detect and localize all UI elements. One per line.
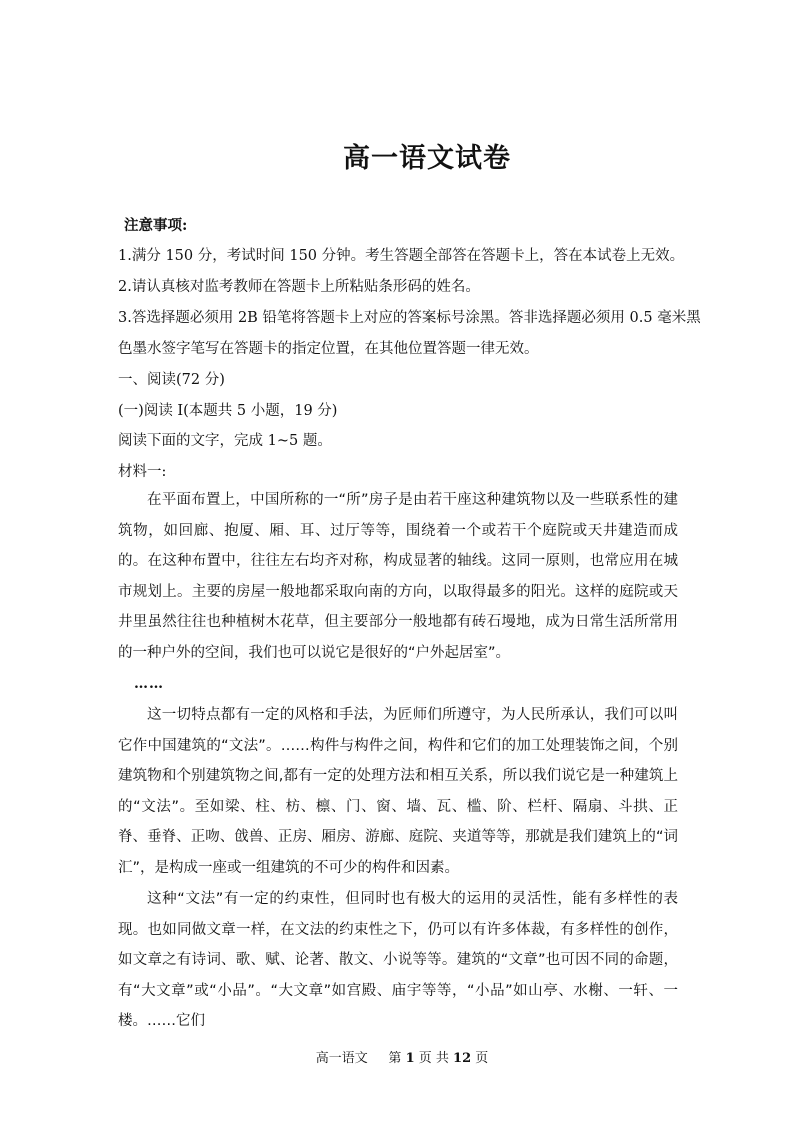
footer-page-prefix: 第 [388, 1051, 402, 1066]
footer-page-total: 12 [453, 1051, 472, 1066]
passage-paragraph-2-text: 这一切特点都有一定的风格和手法，为匠师们所遵守，为人民所承认，我们可以叫它作中国建筑的“文法”。……构件与构件之间，构件和它们的加工处理装饰之间，个别建筑物和个别建筑物之间,都有一定的处理方法和相互关系，所以我们说它是一种建筑上的“文法”。至如梁、柱、枋、檩、门、窗、墙、瓦、槛、阶、栏杆、隔扇、斗拱、正脊、垂脊、正吻、戗兽、正房、厢房、游廊、庭院、夹道等等，那就是我们建筑上的“词汇”，是构成一座或一组建筑的不可少的构件和因素。 [118, 707, 678, 876]
notice-item-2: 2.请认真核对监考教师在答题卡上所粘贴条形码的姓名。 [118, 279, 480, 295]
section-heading: 一、阅读(72 分) [118, 372, 225, 388]
footer-page-suffix: 页 [475, 1051, 489, 1066]
notice-item-1: 1.满分 150 分，考试时间 150 分钟。考生答题全部答在答题卡上，答在本试卷上无效。 [118, 248, 685, 264]
passage-paragraph-1-text: 在平面布置上，中国所称的一“所”房子是由若干座这种建筑物以及一些联系性的建筑物，如回廊、抱厦、厢、耳、过厅等等，围绕着一个或若干个庭院或天井建造而成的。在这种布置中，往往左右均齐对称，构成显著的轴线。这同一原则，也常应用在城市规划上。主要的房屋一般地都采取向南的方向，以取得最多的阳光。这样的庭院或天井里虽然往往也种植树木花草，但主要部分一般地都有砖石墁地，成为日常生活所常用的一种户外的空间，我们也可以说它是很好的“户外起居室”。 [118, 492, 678, 661]
passage-paragraph-3 [118, 884, 678, 1037]
instruction-text: 阅读下面的文字，完成 1~5 题。 [118, 433, 332, 449]
footer-page-number: 1 [405, 1051, 415, 1066]
passage-paragraph-3-text: 这种“文法”有一定的约束性，但同时也有极大的运用的灵活性，能有多样性的表现。也如同做文章一样，在文法的约束性之下，仍可以有许多体裁，有多样性的创作，如文章之有诗词、歌、赋、论著、散文、小说等等。建筑的“文章”也可因不同的命题，有“大文章”或“小品”。“大文章”如宫殿、庙宇等等，“小品”如山亭、水榭、一轩、一楼。……它们 [118, 891, 678, 1030]
passage-paragraph-1 [118, 485, 678, 669]
subsection-heading: (一)阅读 I(本题共 5 小题，19 分) [118, 403, 338, 419]
material-label: 材料一: [118, 464, 167, 480]
footer-page-mid: 页 共 [418, 1051, 449, 1066]
page-title: 高一语文试卷 [343, 143, 511, 174]
page-footer [0, 1047, 794, 1066]
passage-ellipsis: …… [134, 676, 164, 692]
notice-heading: 注意事项: [124, 217, 188, 234]
notice-item-3: 3.答选择题必须用 2B 铅笔将答题卡上对应的答案标号涂黑。答非选择题必须用 0.5 毫米黑 [118, 310, 701, 326]
notice-item-3-continued: 色墨水签字笔写在答题卡的指定位置，在其他位置答题一律无效。 [118, 341, 539, 357]
footer-subject: 高一语文 [315, 1051, 368, 1066]
passage-paragraph-2 [118, 700, 678, 884]
